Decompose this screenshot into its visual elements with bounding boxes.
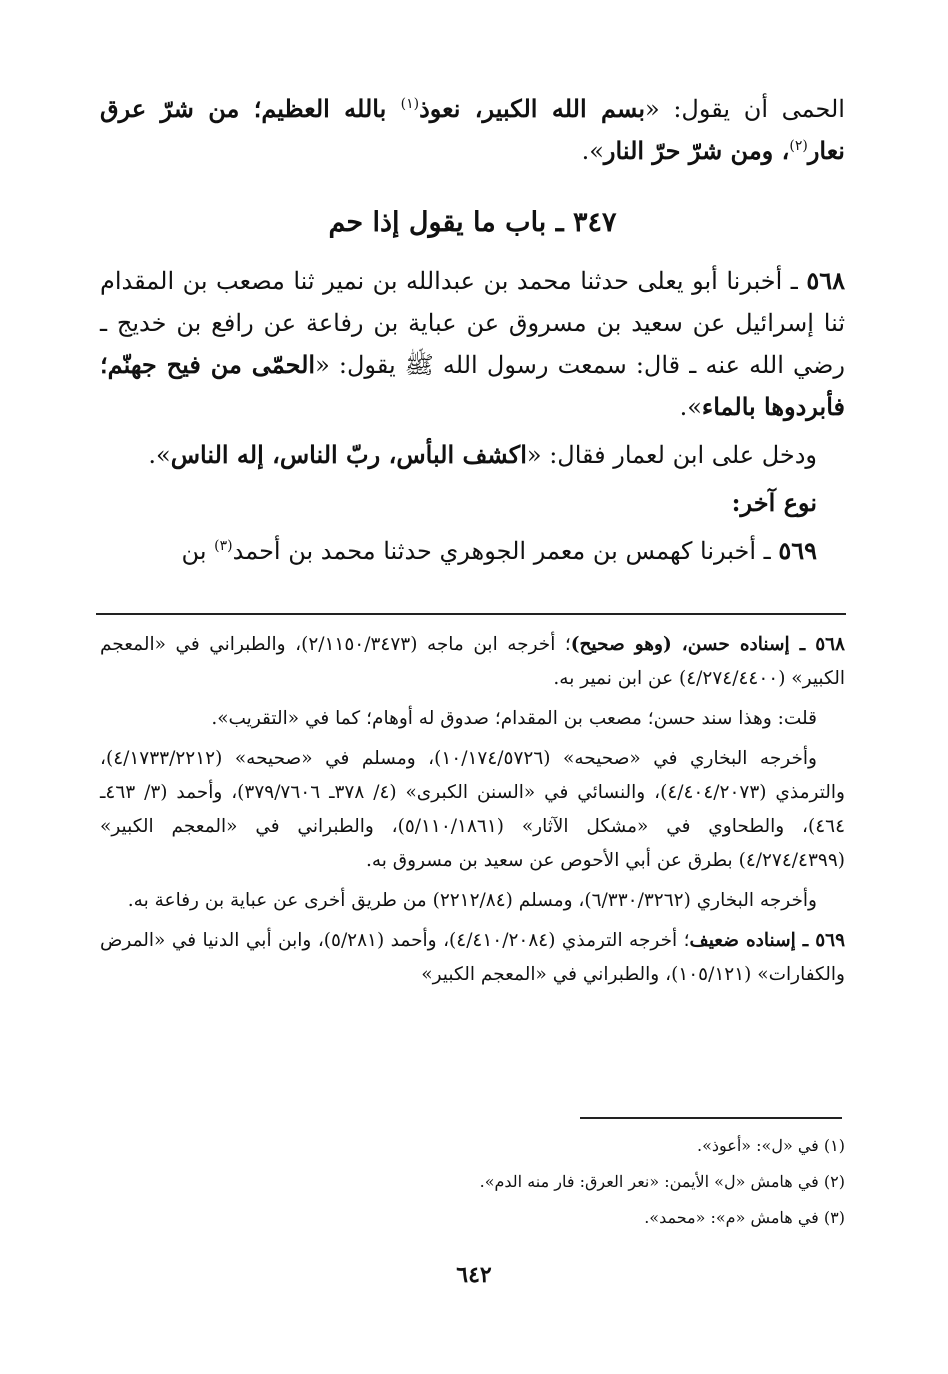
notes-divider [96, 613, 846, 615]
note-number: ٥٦٨ [815, 634, 845, 655]
bold-text: الحمّى من فيح جهنّم؛ فأبردوها بالماء [100, 350, 845, 421]
text: ـ أخبرنا كهمس بن معمر الجوهري حدثنا محمد بن أحمد [232, 537, 779, 565]
subheading-another-type: نوع آخر: [731, 488, 817, 517]
note-takhrij-1: وأخرجه البخاري في «صحيحه» (١٠/١٧٤/٥٧٢٦)، ومسلم في «صحيحه» (٤/١٧٣٣/٢٢١٢)، والترمذي (٤/٤٠٤/٢٠٧٣)، والنسائي في «السنن الكبرى» (٤/ ٣٧٨ـ ٣٧٩/٧٦٠٦)، وأحمد (٣/ ٤٦٣ـ ٤٦٤)، والطحاوي في «مشكل الآثار» (٥/١١٠/١٨٦١)، والطبراني في «المعجم الكبير» (٤/٢٧٤/٤٣٩٩) بطرق عن أبي الأحوص عن سعيد بن مسروق به. [100, 748, 846, 871]
note-568 [100, 628, 845, 696]
bold-text: ـ إسناده حسن، (وهو صحيح) [570, 634, 816, 655]
footnote-number: (١) [823, 1136, 845, 1155]
chapter-heading: ٣٤٧ ـ باب ما يقول إذا حم [328, 207, 617, 238]
main-text [100, 88, 845, 578]
bold-text: بالله العظيم؛ من شرّ عرق نعار [100, 94, 845, 165]
footnote [100, 1164, 845, 1200]
paragraph-ammar [100, 434, 845, 476]
page-number: ٦٤٢ [456, 1262, 492, 1288]
bold-text: ـ إسناده ضعيف [689, 930, 816, 951]
commentary-notes [100, 628, 845, 998]
text: ودخل على ابن لعمار فقال: « [526, 441, 817, 469]
hadith-568 [100, 260, 845, 428]
note-takhrij-2: وأخرجه البخاري (٦/٣٣٠/٣٢٦٢)، ومسلم (٢٢١٢/٨٤) من طريق أخرى عن عباية بن رفاعة به. [127, 890, 817, 911]
text: ». [148, 441, 171, 469]
footnote-ref[interactable]: (١) [400, 96, 420, 112]
note-569 [100, 924, 845, 992]
bold-text: اكشف البأس، ربّ الناس، إله الناس [170, 440, 527, 469]
footnote-ref[interactable]: (٣) [214, 538, 233, 554]
bold-text: بسم الله الكبير، نعوذ [419, 94, 646, 123]
footnote-ref[interactable]: (٢) [789, 138, 808, 154]
text: الحمى أن يقول: « [645, 95, 845, 123]
footnote-text: في هامش «م»: «محمد». [644, 1208, 824, 1227]
footnote-text: في «ل»: «أعوذ». [697, 1136, 824, 1155]
text: ؛ أخرجه ابن ماجه (٢/١١٥٠/٣٤٧٣)، والطبراني في «المعجم الكبير» (٤/٢٧٤/٤٤٠٠) عن ابن نمير به. [100, 634, 845, 689]
footnote-number: (٣) [823, 1208, 845, 1227]
text: ؛ أخرجه الترمذي (٤/٤١٠/٢٠٨٤)، وأحمد (٥/٢٨١)، وابن أبي الدنيا في «المرض والكفارات» (١٠٥/١٢١)، والطبراني في «المعجم الكبير» [100, 930, 845, 985]
text: ». [581, 137, 604, 165]
footnote [100, 1128, 845, 1164]
text: بن [181, 537, 215, 565]
paragraph-fever-prayer [100, 88, 845, 172]
hadith-569 [100, 530, 845, 572]
note-number: ٥٦٩ [815, 930, 846, 951]
hadith-number: ٥٦٩ [778, 536, 817, 565]
footnote [100, 1200, 845, 1236]
footnotes [100, 1128, 845, 1236]
footnote-text: في هامش «ل» الأيمن: «نعر العرق: فار منه الدم». [479, 1172, 824, 1191]
footnotes-divider [580, 1117, 842, 1119]
note-qult: قلت: وهذا سند حسن؛ مصعب بن المقدام؛ صدوق له أوهام؛ كما في «التقريب». [211, 708, 817, 729]
hadith-number: ٥٦٨ [806, 266, 845, 295]
text: ». [679, 393, 702, 421]
bold-text: ، ومن شرّ حرّ النار [603, 136, 790, 165]
text: ـ أخبرنا أبو يعلى حدثنا محمد بن عبدالله بن نمير ثنا مصعب بن المقدام ثنا إسرائيل عن سعيد بن مسروق عن عباية بن رفاعة عن رافع بن خديج ـ رضي الله عنه ـ قال: سمعت رسول الله ﷺ يقول: « [100, 267, 845, 379]
footnote-number: (٢) [823, 1172, 845, 1191]
